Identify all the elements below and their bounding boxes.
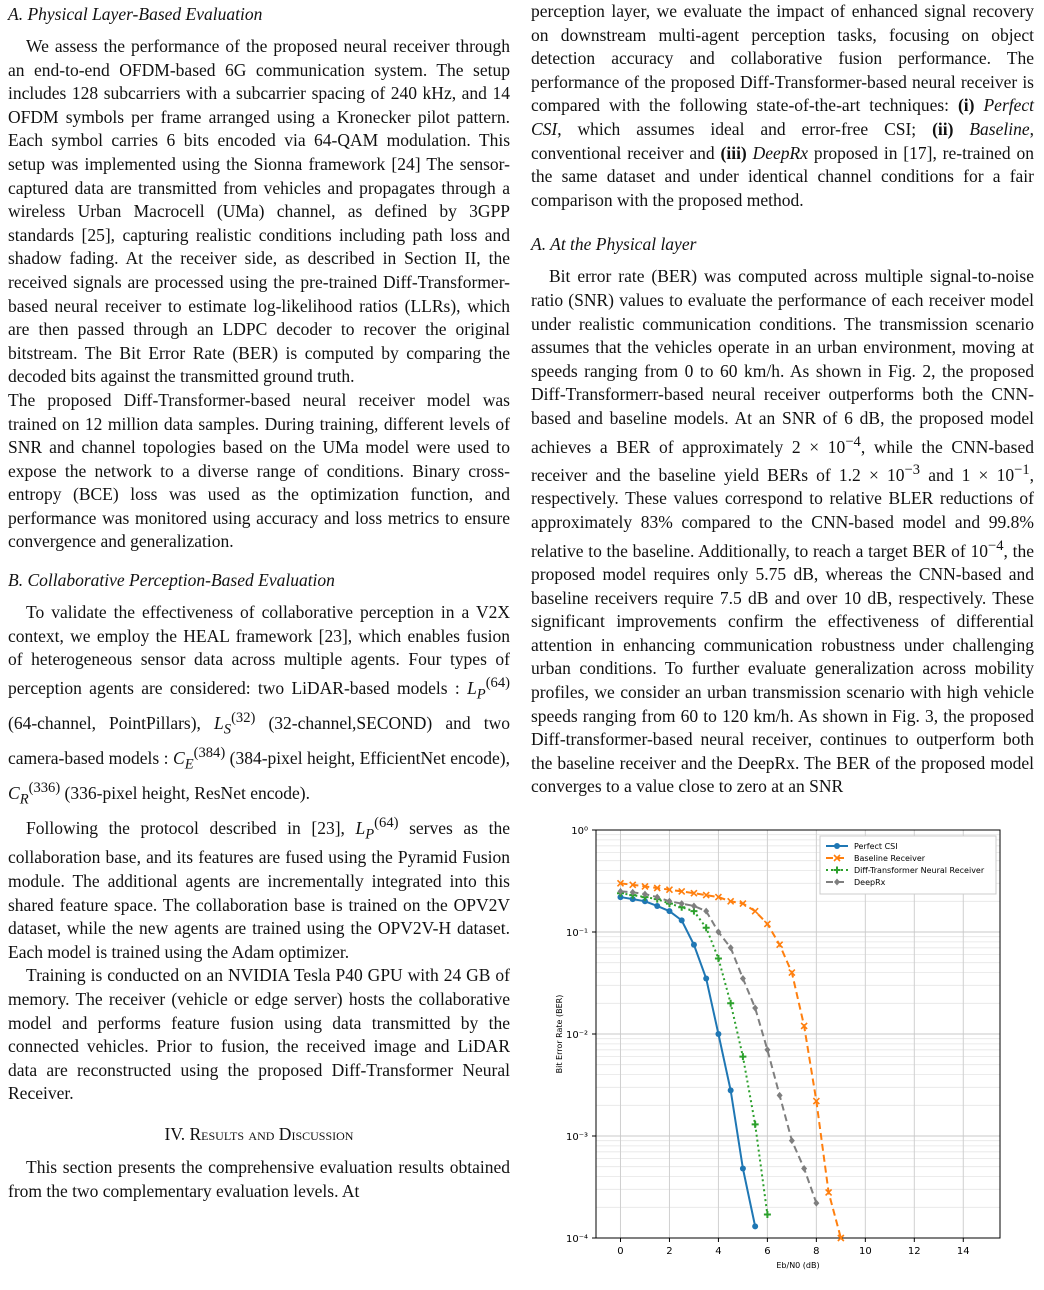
series-point-0: [728, 1087, 734, 1093]
series-point-0: [752, 1223, 758, 1229]
physical-layer-paragraph: Bit error rate (BER) was computed across multiple signal-to-noise ratio (SNR) values to evaluate the performance of each receiver model under realistic communication conditions. The transmission scenario assumes that the vehicles operate in an urban environment, moving at speeds ranging from 0 to 60 km/h. As shown in Fig. 2, the proposed Diff-Transformerr-based neural receiver outperforms both the CNN-based and baseline models. At an SNR of 6 dB, the proposed model achieves a BER of approximately $2 \times 10^{-4}$, while the CNN-based receiver and the baseline yield BERs of $1.2 \times 10^{-3}$ and $1 \times 10^{-1}$, respectively. These values correspond to relative BLER reductions of approximately 83% compared to the CNN-based model and 99.8% relative to the baseline. Additionally, to reach a target BER of $10^{-4}$, the proposed model requires only 5.75 dB, whereas the CNN-based and baseline receivers require 7.5 dB and over 10 dB, respectively. These significant improvements confirm the effectiveness of differential attention in enhancing communication robustness under challenging urban conditions. To further evaluate generalization across mobility profiles, we consider an urban transmission scenario with high vehicle speeds ranging from 60 to 120 km/h. As shown in Fig. 3, the proposed Diff-transformer-based neural receiver, continues to outperform both the baseline receiver and the DeepRx. The BER of the proposed model converges to a value close to zero at an SNR: [531, 266, 1035, 797]
series-point-1: [752, 908, 758, 914]
series-point-2: [752, 1121, 759, 1128]
legend-label: Perfect CSI: [854, 842, 898, 851]
series-point-0: [740, 1166, 746, 1172]
x-tick-label: 10: [858, 1246, 872, 1257]
series-point-2: [703, 924, 710, 931]
legend-box: [820, 836, 996, 894]
x-tick-label: 0: [617, 1246, 624, 1257]
section-b-heading: B. Collaborative Perception-Based Evaluation: [8, 570, 335, 591]
section-a-paragraph-2: The proposed Diff-Transformer-based neural receiver model was trained on 12 million data samples. During training, different levels of SNR and channel topologies based on the UMa model were used to expose the network to a diverse range of conditions. Binary cross-entropy (BCE) loss was used as the optimization function, and performance was monitored using accuracy and loss metrics to ensure convergence and generalization.: [8, 389, 510, 552]
series-point-2: [764, 1211, 771, 1218]
x-tick-label: 12: [907, 1246, 921, 1257]
x-tick-label: 8: [813, 1246, 820, 1257]
legend-label: Baseline Receiver: [854, 854, 926, 863]
y-axis-label: Bit Error Rate (BER): [555, 994, 564, 1074]
right-column: [531, 0, 1034, 799]
x-axis-label: Eb/N0 (dB): [776, 1261, 820, 1270]
legend-label: DeepRx: [854, 878, 886, 887]
section-iv-heading: IV. Results and Discussion: [164, 1123, 354, 1144]
series-point-0: [679, 917, 685, 923]
section-b-paragraph-1: To validate the effectiveness of collaborative perception in a V2X context, we employ the HEAL framework [23], which enables fusion of heterogeneous sensor data across multiple agents. Four types of perception agents are considered: two LiDAR-based models : $L_P^{(64)}$ (64-channel, PointPillars), $L_S^{(32)}$ (32-channel,SECOND) and two camera-based models : $C_E^{(384)}$ (384-pixel height, EfficientNet encode), $C_R^{(336)}$ (336-pixel height, ResNet encode).: [8, 602, 510, 807]
physical-layer-heading: A. At the Physical layer: [531, 234, 697, 255]
x-tick-label: 4: [715, 1246, 722, 1257]
series-point-3: [789, 1137, 795, 1144]
series-point-3: [801, 1165, 807, 1172]
series-point-0: [691, 942, 697, 948]
x-tick-label: 6: [764, 1246, 771, 1257]
section-b-paragraph-3: Training is conducted on an NVIDIA Tesla P40 GPU with 24 GB of memory. The receiver (vehicle or edge server) hosts the collaborative model and performs feature fusion using data transmitted by the connected vehicles. Prior to fusion, the received image and LiDAR data are reconstructed using the proposed Diff-Transformer Neural Receiver.: [8, 965, 510, 1104]
series-point-0: [654, 903, 660, 909]
y-tick-label: 10⁻³: [565, 1132, 588, 1143]
y-tick-label: 10⁻¹: [565, 928, 588, 939]
series-point-2: [715, 955, 722, 962]
x-tick-label: 14: [956, 1246, 970, 1257]
section-iv-paragraph-1: This section presents the comprehensive evaluation results obtained from the two complementary evaluation levels. At: [8, 1156, 510, 1201]
series-point-3: [728, 944, 734, 951]
legend-label: Diff-Transformer Neural Receiver: [854, 866, 985, 875]
series-point-0: [703, 976, 709, 982]
right-paragraph-0: perception layer, we evaluate the impact of enhanced signal recovery on downstream multi-agent perception tasks, focusing on object detection accuracy and collaborative fusion performance. The performance of the proposed Diff-Transformer-based neural receiver is compared with the following state-of-the-art techniques: (i) Perfect CSI, which assumes ideal and error-free CSI; (ii) Baseline, conventional receiver and (iii) DeepRx proposed in [17], re-trained on the same dataset and under identical channel conditions for a fair comparison with the proposed method.: [531, 1, 1035, 210]
ber-chart: [548, 820, 1044, 1270]
section-a-paragraph-1: We assess the performance of the proposed neural receiver through an end-to-end OFDM-based 6G communication system. The setup includes 128 subcarriers with a subcarrier spacing of 240 kHz, and 14 OFDM symbols per frame arranged using a Kronecker pilot pattern. Each symbol carries 6 bits encoded via 64-QAM modulation. This setup was implemented using the Sionna framework [24] The sensor-captured data are transmitted from vehicles and propagates through a wireless Urban Macrocell (UMa) channel, as defined by 3GPP standards [25], capturing realistic conditions including path loss and shadow fading. At the receiver side, as described in Section II, the received signals are processed using the pre-trained Diff-Transformer-based neural receiver to estimate log-likelihood ratios (LLRs), which are then passed through an LDPC decoder to recover the original bitstream. The Bit Error Rate (BER) is computed by comparing the decoded bits against the transmitted ground truth.: [8, 36, 510, 387]
series-point-3: [813, 1200, 819, 1207]
series-point-3: [777, 1092, 783, 1099]
y-tick-label: 10⁰: [571, 826, 588, 837]
series-point-2: [739, 1053, 746, 1060]
series-point-3: [691, 902, 697, 909]
series-line-2: [620, 893, 767, 1214]
series-point-2: [727, 1000, 734, 1007]
ber-chart-svg: [548, 820, 1044, 1270]
section-b-paragraph-2: Following the protocol described in [23], $L_P^{(64)}$ serves as the collaboration base, and its features are fused using the Pyramid Fusion module. The additional agents are incrementally integrated into this shared feature space. The collaboration base is trained on the OPV2V dataset, while the new agents are trained using the OPV2V-H dataset. Each model is trained using the Adam optimizer.: [8, 814, 510, 962]
legend-marker: [834, 843, 840, 849]
section-a-heading: A. Physical Layer-Based Evaluation: [8, 4, 263, 24]
series-point-3: [764, 1046, 770, 1053]
series-point-0: [715, 1031, 721, 1037]
x-tick-label: 2: [666, 1246, 673, 1257]
left-column: [8, 0, 510, 1203]
series-point-0: [666, 908, 672, 914]
y-tick-label: 10⁻⁴: [565, 1234, 588, 1245]
series-point-3: [752, 1004, 758, 1011]
y-tick-label: 10⁻²: [565, 1030, 588, 1041]
